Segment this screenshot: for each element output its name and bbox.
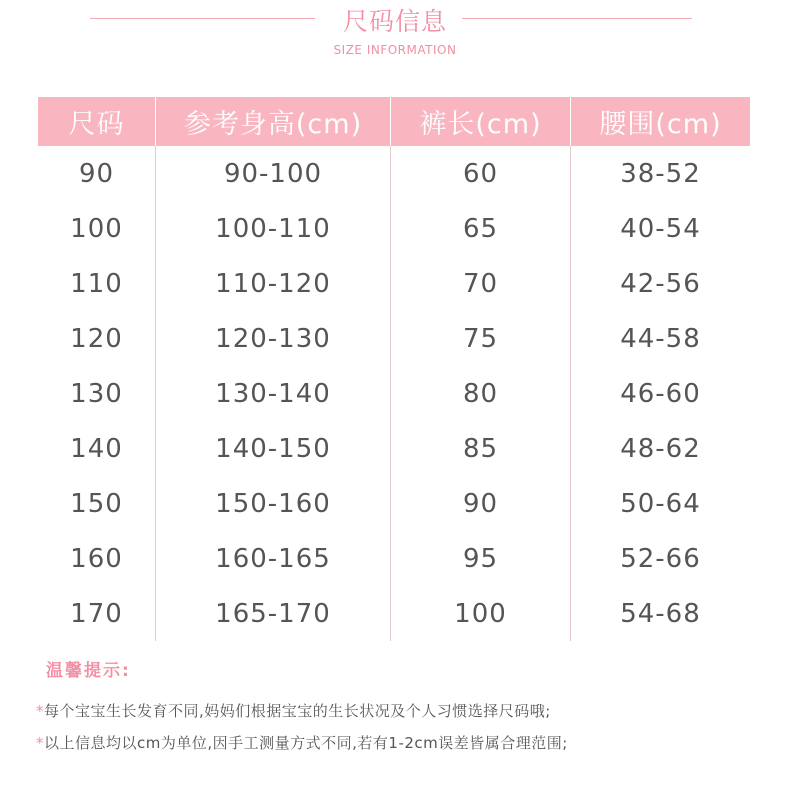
header-divider-right (462, 18, 692, 19)
tip-line (36, 700, 551, 721)
cell-height: 160-165 (155, 531, 390, 586)
cell-waist: 52-66 (570, 531, 750, 586)
column-header-pants-length: 裤长(cm) (390, 97, 570, 146)
cell-pants-length: 90 (390, 476, 570, 531)
cell-waist: 54-68 (570, 586, 750, 641)
cell-height: 140-150 (155, 421, 390, 476)
cell-pants-length: 65 (390, 201, 570, 256)
cell-size: 140 (70, 433, 123, 464)
cell-size: 110 (70, 268, 123, 299)
cell-waist: 42-56 (570, 256, 750, 311)
cell-size: 160 (70, 543, 123, 574)
cell-pants-length: 75 (390, 311, 570, 366)
cell-waist: 48-62 (570, 421, 750, 476)
cell-height: 110-120 (155, 256, 390, 311)
cell-waist: 46-60 (570, 366, 750, 421)
cell-height: 90-100 (155, 146, 390, 201)
table-row (38, 421, 750, 476)
table-row (38, 586, 750, 641)
tip-bullet: * (36, 702, 44, 720)
cell-pants-length: 60 (390, 146, 570, 201)
cell-pants-length: 100 (390, 586, 570, 641)
cell-pants-length: 80 (390, 366, 570, 421)
cell-height: 100-110 (155, 201, 390, 256)
table-row (38, 531, 750, 586)
cell-pants-length: 95 (390, 531, 570, 586)
tip-bullet: * (36, 734, 44, 752)
column-header-waist: 腰围(cm) (570, 97, 750, 146)
cell-waist: 40-54 (570, 201, 750, 256)
table-row (38, 256, 750, 311)
cell-height: 130-140 (155, 366, 390, 421)
tip-line (36, 732, 568, 753)
cell-size: 170 (70, 598, 123, 629)
column-header-height: 参考身高(cm) (155, 97, 390, 146)
table-body (38, 146, 750, 641)
table-row (38, 311, 750, 366)
tips-title: 温馨提示: (46, 661, 131, 681)
cell-waist: 38-52 (570, 146, 750, 201)
page-title: 尺码信息 (342, 7, 447, 36)
cell-pants-length: 70 (390, 256, 570, 311)
cell-waist: 44-58 (570, 311, 750, 366)
tip-text: 以上信息均以cm为单位,因手工测量方式不同,若有1-2cm误差皆属合理范围; (44, 734, 568, 752)
size-table (38, 97, 750, 641)
cell-height: 165-170 (155, 586, 390, 641)
cell-height: 120-130 (155, 311, 390, 366)
table-row (38, 366, 750, 421)
cell-waist: 50-64 (570, 476, 750, 531)
cell-size: 150 (70, 488, 123, 519)
cell-size: 120 (70, 323, 123, 354)
column-header-size: 尺码 (68, 109, 125, 140)
cell-height: 150-160 (155, 476, 390, 531)
table-header-row (38, 97, 750, 146)
page-subtitle: SIZE INFORMATION (333, 43, 457, 57)
table-row (38, 201, 750, 256)
section-header (0, 0, 790, 70)
table-row (38, 146, 750, 201)
cell-pants-length: 85 (390, 421, 570, 476)
cell-size: 130 (70, 378, 123, 409)
tip-text: 每个宝宝生长发育不同,妈妈们根据宝宝的生长状况及个人习惯选择尺码哦; (44, 702, 551, 720)
cell-size: 90 (78, 158, 115, 189)
cell-size: 100 (70, 213, 123, 244)
table-row (38, 476, 750, 531)
